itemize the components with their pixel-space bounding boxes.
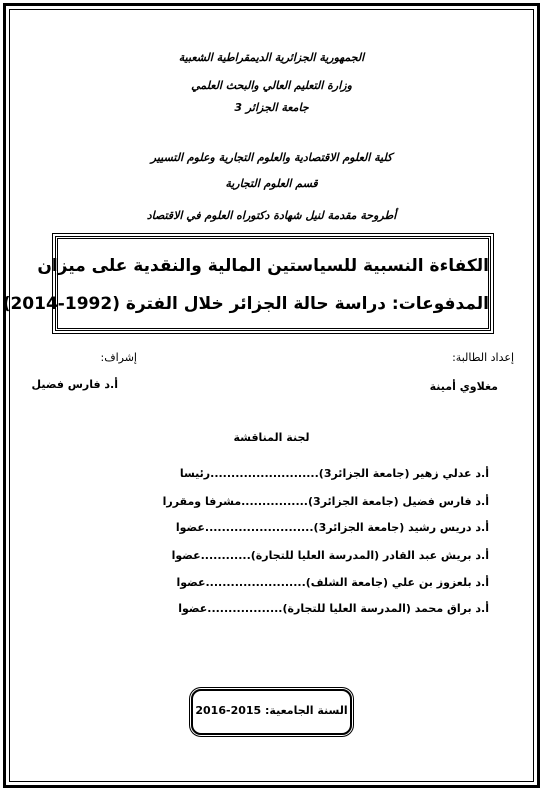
university-name: جامعة الجزائر 3 bbox=[234, 101, 309, 114]
committee-member: أ.د بلعزوز بن علي (جامعة الشلف)........................عضوا bbox=[176, 576, 489, 589]
thesis-title-line-1: الكفاءة النسبية للسياستين المالية والنقدية على ميزان bbox=[37, 256, 489, 276]
committee-member: أ.د عدلي زهير (جامعة الجزائر3)..........................رئيسا bbox=[179, 467, 489, 480]
faculty-name: كلية العلوم الاقتصادية والعلوم التجارية وعلوم التسيير bbox=[150, 151, 393, 164]
supervisor-name: أ.د فارس فضيل bbox=[31, 378, 118, 391]
committee-title: لجنة المناقشة bbox=[233, 431, 310, 444]
academic-year: السنة الجامعية: 2015-2016 bbox=[195, 704, 348, 717]
republic-name: الجمهورية الجزائرية الديمقراطية الشعبية bbox=[178, 51, 365, 64]
department-name: قسم العلوم التجارية bbox=[225, 177, 318, 190]
page-border-inner bbox=[2, 9, 534, 782]
supervisor-label: إشراف: bbox=[100, 351, 137, 364]
thesis-type: أطروحة مقدمة لنيل شهادة دكتوراه العلوم في الاقتصاد bbox=[146, 209, 397, 222]
committee-member: أ.د بريش عبد القادر (المدرسة العليا للتجارة)............عضوا bbox=[171, 549, 489, 562]
student-label: إعداد الطالبة: bbox=[452, 351, 514, 364]
thesis-title-line-2: المدفوعات: دراسة حالة الجزائر خلال الفترة (1992-2014) bbox=[2, 294, 489, 314]
committee-member: أ.د براق محمد (المدرسة العليا للتجارة)..................عضوا bbox=[178, 602, 489, 615]
committee-member: أ.د دريس رشيد (جامعة الجزائر3)..........................عضوا bbox=[175, 521, 489, 534]
ministry-name: وزارة التعليم العالي والبحث العلمي bbox=[191, 79, 352, 92]
student-name: مغلاوي أمينة bbox=[429, 380, 498, 393]
title-box bbox=[2, 236, 491, 331]
committee-member: أ.د فارس فضيل (جامعة الجزائر3)................مشرفا ومقررا bbox=[162, 495, 489, 508]
